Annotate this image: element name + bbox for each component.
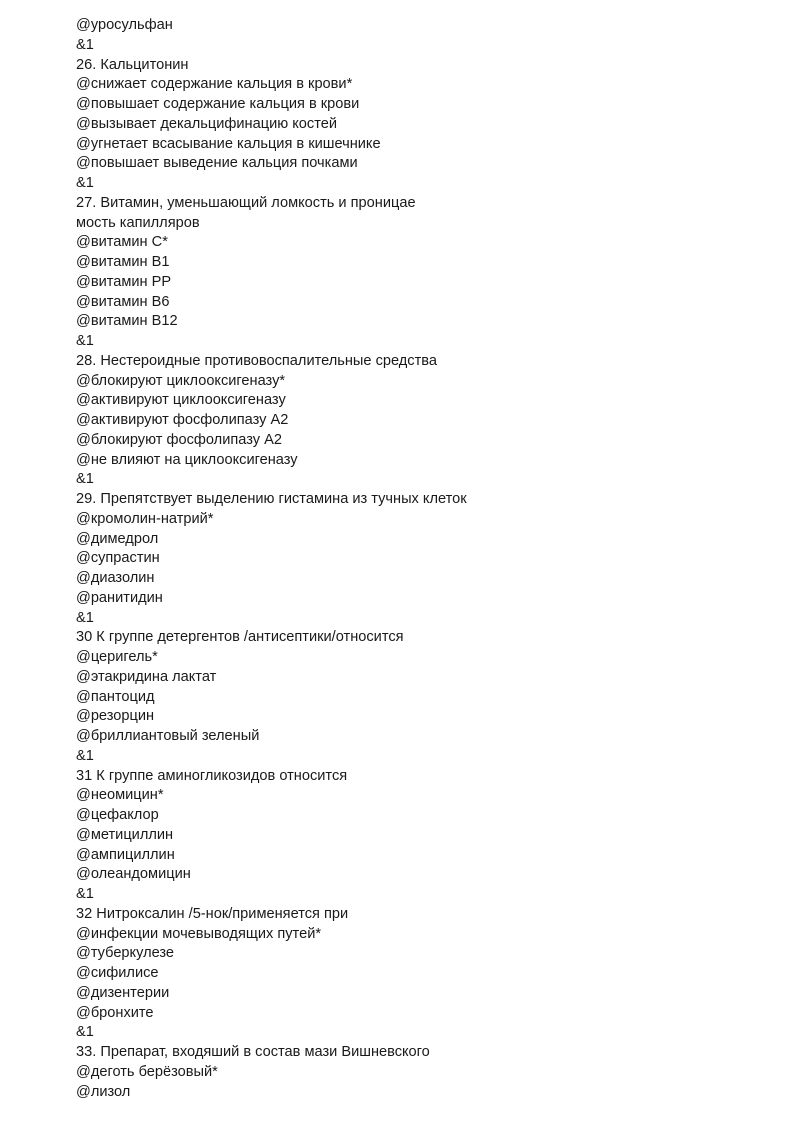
option-line: @активируют циклооксигеназу [76, 392, 286, 409]
option-line: @пантоцид [76, 688, 155, 705]
question-line: 28. Нестероидные противовоспалительные средства [76, 352, 437, 369]
option-line: @угнетает всасывание кальция в кишечнике [76, 135, 381, 152]
question-line: мость капилляров [76, 214, 200, 231]
separator-line: &1 [76, 886, 94, 902]
option-line: @снижает содержание кальция в крови* [76, 76, 353, 93]
separator-line: &1 [76, 747, 94, 764]
option-line: @блокируют фосфолипазу А2 [76, 431, 282, 448]
question-line: 26. Кальцитонин [76, 56, 189, 73]
option-line: @не влияют на циклооксигеназу [76, 451, 298, 468]
option-line: @бриллиантовый зеленый [76, 728, 260, 744]
question-line: 32 Нитроксалин /5-нок/применяется при [76, 905, 349, 922]
option-line: @деготь берёзовый* [76, 1063, 218, 1080]
option-line: @повышает содержание кальция в крови [76, 96, 360, 112]
option-line: @активируют фосфолипазу А2 [76, 412, 289, 428]
question-line: 29. Препятствует выделению гистамина из тучных клеток [76, 491, 467, 507]
option-line: @ранитидин [76, 589, 163, 606]
separator-line: &1 [76, 36, 94, 53]
option-line: @лизол [76, 1083, 131, 1100]
option-line: @дизентерии [76, 984, 170, 1001]
separator-line: &1 [76, 175, 94, 191]
question-line: 31 К группе аминогликозидов относится [76, 767, 348, 784]
option-line: @кромолин-натрий* [76, 510, 214, 527]
option-line: @неомицин* [76, 787, 164, 804]
option-line: @сифилисе [76, 965, 159, 981]
option-line: @витамин В1 [76, 254, 170, 270]
option-line: @повышает выведение кальция почками [76, 155, 358, 172]
option-line: @диазолин [76, 570, 155, 586]
option-line: @метициллин [76, 826, 174, 843]
option-line: @цефаклор [76, 807, 159, 823]
option-line: @вызывает декальцифинацию костей [76, 115, 337, 132]
option-line: @туберкулезе [76, 945, 175, 962]
option-line: @олеандомицин [76, 866, 191, 883]
option-line: @ампициллин [76, 846, 175, 863]
option-line: @витамин В12 [76, 313, 178, 330]
separator-line: &1 [76, 609, 94, 626]
separator-line: &1 [76, 471, 94, 488]
document-page [76, 16, 776, 1102]
question-line: 30 К группе детергентов /антисептики/относится [76, 629, 404, 646]
option-line: @витамин РР [76, 273, 172, 290]
option-line: @витамин С* [76, 234, 168, 251]
option-line: @инфекции мочевыводящих путей* [76, 925, 322, 942]
option-line: @церигель* [76, 649, 158, 665]
option-line: @этакридина лактат [76, 668, 217, 685]
option-line: @бронхите [76, 1004, 154, 1021]
separator-line: &1 [76, 333, 94, 349]
option-line: @димедрол [76, 530, 159, 547]
question-line: 33. Препарат, входяший в состав мази Вишневского [76, 1044, 430, 1060]
option-line: @супрастин [76, 550, 160, 567]
option-line: @резорцин [76, 708, 155, 725]
option-line: @блокируют циклооксигеназу* [76, 372, 286, 389]
question-line: 27. Витамин, уменьшающий ломкость и проницае [76, 194, 416, 211]
separator-line: &1 [76, 1024, 94, 1041]
option-line: @витамин В6 [76, 293, 170, 310]
option-line: @уросульфан [76, 17, 173, 33]
